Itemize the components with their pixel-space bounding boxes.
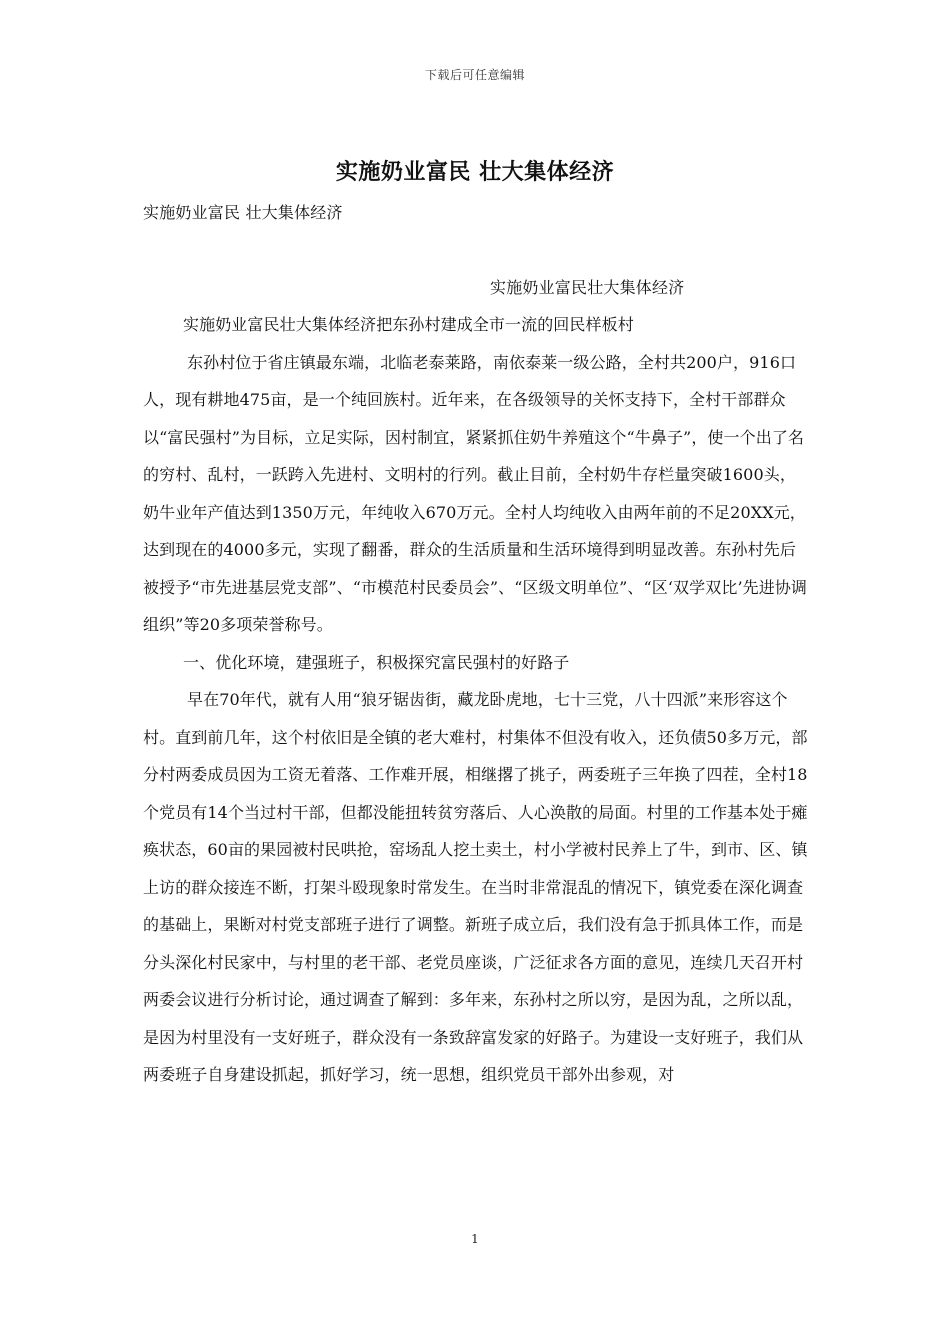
paragraph-history: 早在70年代，就有人用“狼牙锯齿街，藏龙卧虎地，七十三党，八十四派”来形容这个村。直到前几年，这个村依旧是全镇的老大难村，村集体不但没有收入，还负债50多万元，部分村两委成员因为工资无着落、工作难开展，相继撂了挑子，两委班子三年换了四茬，全村18个党员有14个当过村干部，但都没能扭转贫穷落后、人心涣散的局面。村里的工作基本处于瘫痪状态，60亩的果园被村民哄抢，窑场乱人挖土卖土，村小学被村民养上了牛，到市、区、镇上访的群众接连不断，打架斗殴现象时常发生。在当时非常混乱的情况下，镇党委在深化调查的基础上，果断对村党支部班子进行了调整。新班子成立后，我们没有急于抓具体工作，而是分头深化村民家中，与村里的老干部、老党员座谈，广泛征求各方面的意见，连续几天召开村两委会议进行分析讨论，通过调查了解到：多年来，东孙村之所以穷，是因为乱，之所以乱，是因为村里没有一支好班子，群众没有一条致辞富发家的好路子。为建设一支好班子，我们从两委班子自身建设抓起，抓好学习，统一思想，组织党员干部外出参观，对 [143,690,808,1084]
document-title: 实施奶业富民 壮大集体经济 [335,159,615,185]
paragraph-lead: 实施奶业富民壮大集体经济把东孙村建成全市一流的回民样板村 [183,315,634,334]
document-body [143,306,808,1094]
page-number: 1 [471,1232,479,1246]
header-note: 下载后可任意编辑 [424,68,525,82]
section-heading: 实施奶业富民壮大集体经济 [490,278,685,297]
paragraph-heading-one: 一、优化环境，建强班子，积极探究富民强村的好路子 [183,652,570,672]
document-subtitle: 实施奶业富民 壮大集体经济 [143,203,343,222]
paragraph-intro: 东孙村位于省庄镇最东端，北临老泰莱路，南依泰莱一级公路，全村共200户，916口人，现有耕地475亩，是一个纯回族村。近年来，在各级领导的关怀支持下，全村干部群众以“富民强村”为目标，立足实际，因村制宜，紧紧抓住奶牛养殖这个“牛鼻子”，使一个出了名的穷村、乱村，一跃跨入先进村、文明村的行列。截止目前，全村奶牛存栏量突破1600头，奶牛业年产值达到1350万元，年纯收入670万元。全村人均纯收入由两年前的不足20XX元，达到现在的4000多元，实现了翻番，群众的生活质量和生活环境得到明显改善。东孙村先后被授予“市先进基层党支部”、“市模范村民委员会”、“区级文明单位”、“区‘双学双比’先进协调组织”等20多项荣誉称号。 [143,352,808,634]
